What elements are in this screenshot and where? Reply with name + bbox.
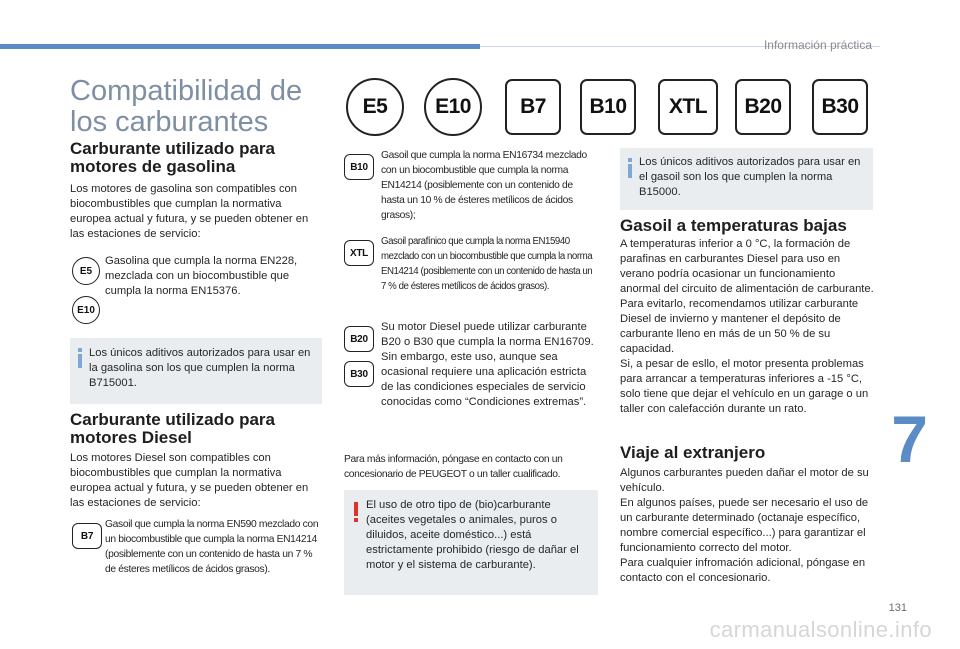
badge-b10: B10	[344, 154, 374, 180]
low-temp-text	[620, 237, 875, 417]
diesel-additives-note	[620, 148, 873, 210]
badge-b20: B20	[344, 326, 374, 352]
info-icon	[628, 158, 632, 178]
badge-b7: B7	[72, 523, 102, 549]
travel-p1: Algunos carburantes pueden dañar el motor de su vehículo.	[620, 467, 869, 494]
info-icon	[78, 348, 82, 368]
badge-b10-large: B10	[580, 79, 636, 135]
warning-icon	[354, 502, 358, 524]
gasoline-fuel-text: Gasolina que cumpla la norma EN228, mezclada con un biocombustible que cumpla la norma EN15376.	[105, 255, 298, 297]
badge-xtl-large: XTL	[658, 79, 718, 135]
warning-box	[344, 490, 598, 595]
page-title: Compatibilidad de los carburantes	[70, 75, 303, 138]
gasoline-note-text: Los únicos aditivos autorizados para usar en la gasolina son los que cumplen la norma B715001.	[89, 347, 311, 389]
diesel-heading: Carburante utilizado para motores Diesel	[70, 410, 275, 447]
gasoline-heading: Carburante utilizado para motores de gasolina	[70, 139, 275, 176]
badge-b20-large: B20	[735, 79, 791, 135]
travel-p3: Para cualquier infromación adicional, póngase en contacto con el concesionario.	[620, 557, 866, 584]
watermark: carmanualsonline.info	[709, 617, 932, 642]
badge-b7-large: B7	[505, 79, 561, 135]
badge-e10-large: E10	[424, 78, 482, 136]
section-title: Información práctica	[763, 38, 872, 52]
xtl-text: Gasoil parafínico que cumpla la norma EN15940 mezclado con un biocombustible que cumpla la norma EN14214 (posiblemente con un contenido de hasta un 7 % de ésteres metílicos de ácidos grasos).	[381, 236, 593, 292]
low-temp-p2: Si, a pesar de esllo, el motor presenta problemas para arrancar a temperaturas inferiores a -15 °C, solo tiene que dejar el vehículo en un garage o un taller con calefacción durante un rato.	[620, 358, 869, 415]
chapter-number: 7	[891, 402, 928, 476]
badge-b30-large: B30	[812, 79, 868, 135]
b7-text: Gasoil que cumpla la norma EN590 mezclado con un biocombustible que cumpla la norma EN14214 (posiblemente con un contenido de hasta un 7 % de ésteres metílicos de ácidos grasos).	[105, 519, 319, 575]
gasoline-intro: Los motores de gasolina son compatibles con biocombustibles que cumplan la normativa europea actual y futura, y se pueden obtener en las estaciones de servicio:	[70, 183, 309, 240]
badge-xtl: XTL	[344, 240, 374, 266]
diesel-note-text: Los únicos aditivos autorizados para usar en el gasoil son los que cumplen la norma B15000.	[639, 156, 861, 198]
warning-text: El uso de otro tipo de (bio)carburante (aceites vegetales o animales, puros o diluidos, aceite doméstico...) está estrictamente prohibido (riesgo de dañar el motor y el sistema de carburante).	[366, 499, 579, 571]
gasoline-additives-note	[70, 338, 322, 404]
badge-b30: B30	[344, 361, 374, 387]
page-number: 131	[888, 602, 907, 614]
diesel-intro: Los motores Diesel son compatibles con biocombustibles que cumplan la normativa europea actual y futura, y se pueden obtener en las estaciones de servicio:	[70, 452, 309, 509]
b10-text: Gasoil que cumpla la norma EN16734 mezclado con un biocombustible que cumpla la norma EN14214 (posiblemente con un contenido de hasta un 10 % de ésteres metílicos de ácidos grasos);	[381, 150, 587, 221]
travel-text	[620, 466, 875, 586]
badge-e5: E5	[72, 257, 100, 285]
more-info-text: Para más información, póngase en contacto con un concesionario de PEUGEOT o un taller cualificado.	[344, 454, 563, 480]
badge-e10: E10	[72, 296, 100, 324]
header-bar	[0, 44, 480, 49]
low-temp-p1: A temperaturas inferior a 0 °C, la formación de parafinas en carburantes Diesel para uso en verano podría ocasionar un funcionamiento anormal del circuito de alimentación de carburante. Para evitarlo, recomendamos utilizar carburante Diesel de invierno y mantener el depósito de carburante lleno en más de un 50 % de su capacidad.	[620, 238, 874, 355]
b20-b30-text: Su motor Diesel puede utilizar carburante B20 o B30 que cumpla la norma EN16709. Sin embargo, este uso, aunque sea ocasional requiere una aplicación estricta de las condiciones especiales de servicio conocidas como “Condiciones extremas”.	[381, 321, 594, 408]
badge-e5-large: E5	[346, 78, 404, 136]
travel-heading: Viaje al extranjero	[620, 443, 766, 462]
travel-p2: En algunos países, puede ser necesario el uso de un carburante determinado (octanaje específico, nombre comercial específico...) para garantizar el funcionamiento correcto del motor.	[620, 497, 869, 554]
low-temp-heading: Gasoil a temperaturas bajas	[620, 216, 847, 235]
